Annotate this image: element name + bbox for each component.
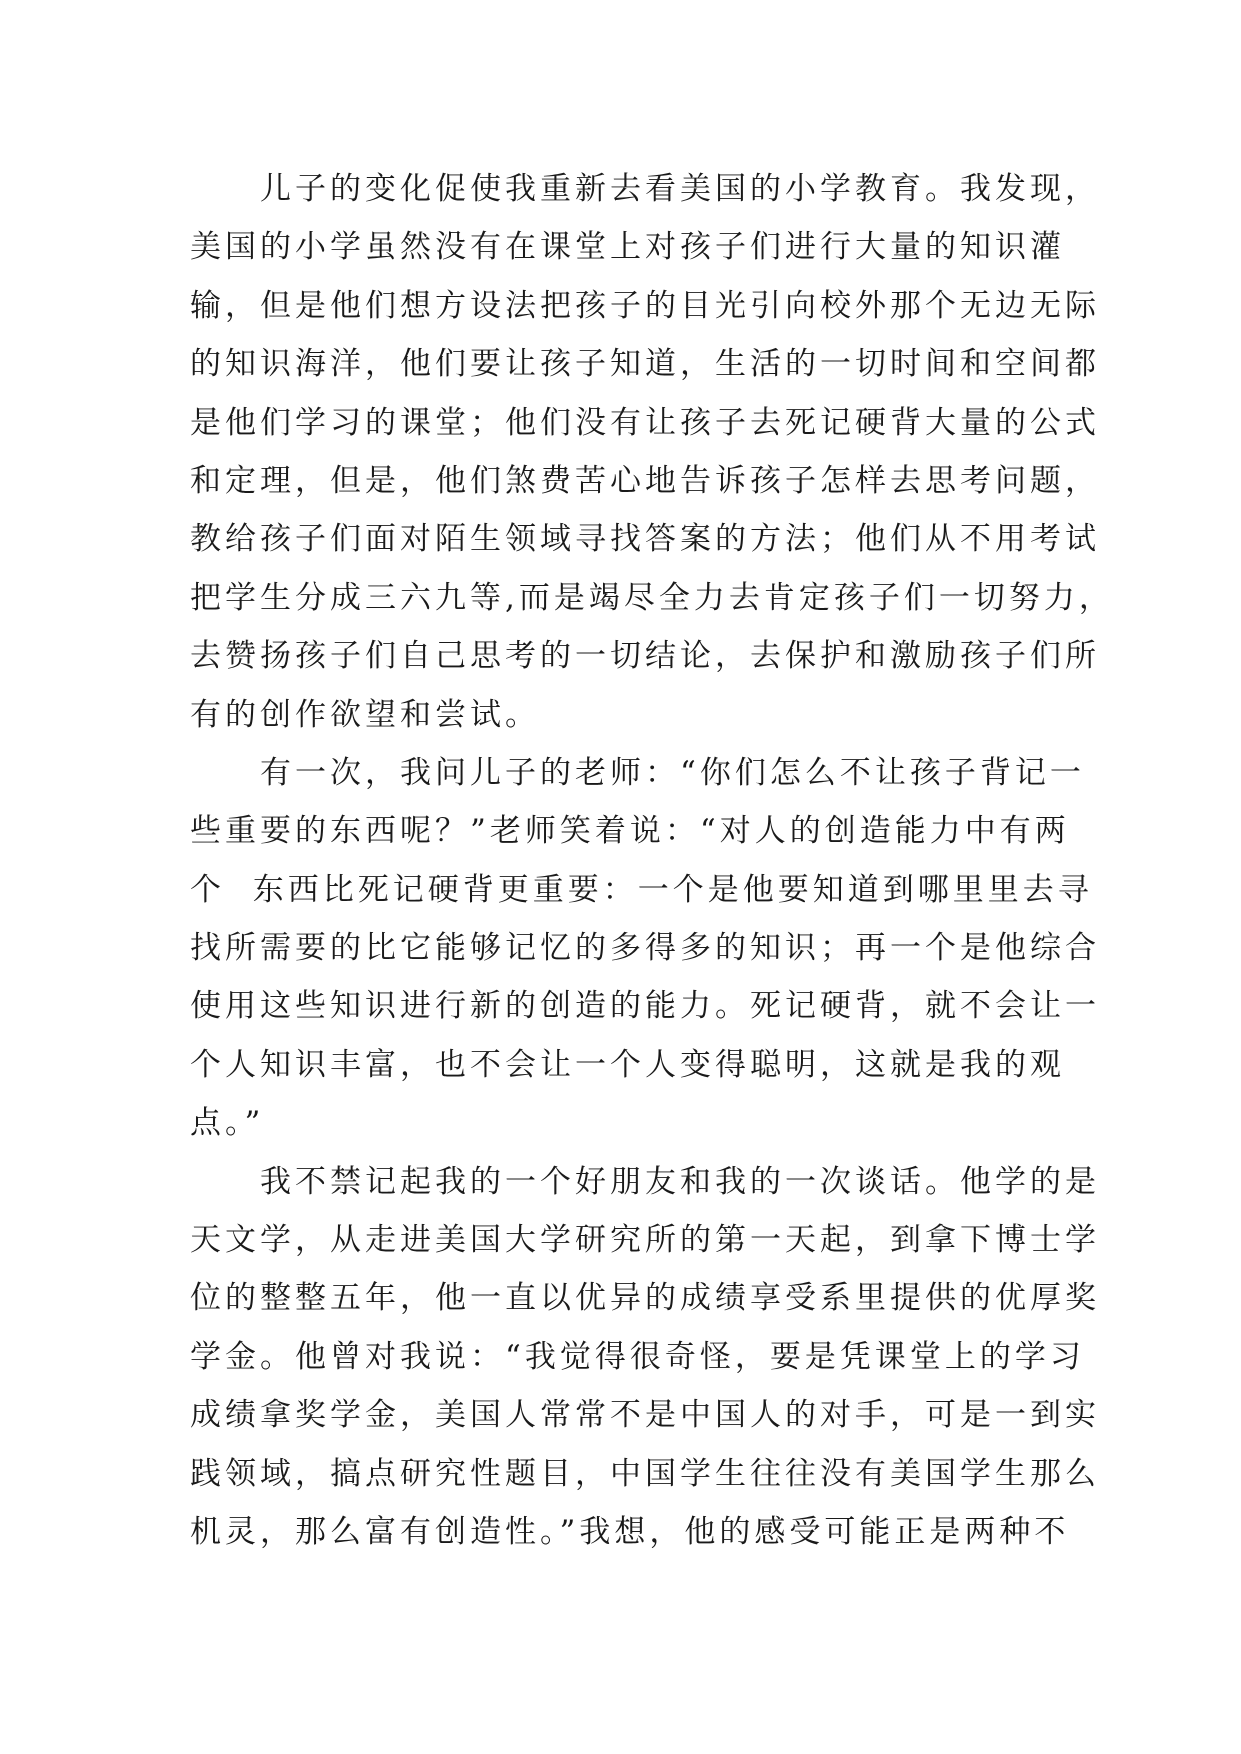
text-line: 把学生分成三六九等,而是竭尽全力去肯定孩子们一切努力，: [190, 579, 1114, 616]
text-line: 使用这些知识进行新的创造的能力。死记硬背，就不会让一: [190, 988, 1100, 1025]
text-line: 位的整整五年，他一直以优异的成绩享受系里提供的优厚奖: [190, 1280, 1100, 1317]
text-line: 成绩拿奖学金，美国人常常不是中国人的对手，可是一到实: [190, 1397, 1100, 1434]
text-line: 教给孩子们面对陌生领域寻找答案的方法；他们从不用考试: [190, 521, 1100, 558]
text-line: 个 东西比死记硬背更重要：一个是他要知道到哪里里去寻: [190, 871, 1093, 908]
text-line: 的知识海洋，他们要让孩子知道，生活的一切时间和空间都: [190, 346, 1100, 383]
paragraph-1: [190, 160, 1114, 744]
text-line: 我不禁记起我的一个好朋友和我的一次谈话。他学的是: [190, 1163, 1100, 1200]
text-line: 是他们学习的课堂；他们没有让孩子去死记硬背大量的公式: [190, 404, 1100, 441]
text-line: 学金。他曾对我说：“我觉得很奇怪，要是凭课堂上的学习: [190, 1338, 1085, 1375]
text-line: 输，但是他们想方设法把孩子的目光引向校外那个无边无际: [190, 287, 1100, 324]
paragraph-2: [190, 744, 1100, 1153]
text-line: 机灵，那么富有创造性。”我想，他的感受可能正是两种不: [190, 1513, 1070, 1550]
paragraph-3: [190, 1153, 1100, 1562]
text-line: 儿子的变化促使我重新去看美国的小学教育。我发现，: [190, 171, 1100, 207]
text-line: 美国的小学虽然没有在课堂上对孩子们进行大量的知识灌: [190, 229, 1065, 266]
text-line: 和定理，但是，他们煞费苦心地告诉孩子怎样去思考问题，: [190, 462, 1100, 499]
text-line: 点。”: [190, 1105, 265, 1142]
text-line: 有的创作欲望和尝试。: [190, 696, 540, 733]
text-line: 有一次，我问儿子的老师：“你们怎么不让孩子背记一: [190, 754, 1085, 791]
text-line: 天文学，从走进美国大学研究所的第一天起，到拿下博士学: [190, 1222, 1100, 1259]
document-body: [190, 160, 1114, 1561]
text-line: 去赞扬孩子们自己思考的一切结论，去保护和激励孩子们所: [190, 638, 1100, 675]
text-line: 些重要的东西呢？”老师笑着说：“对人的创造能力中有两: [190, 813, 1070, 850]
text-line: 个人知识丰富，也不会让一个人变得聪明，这就是我的观: [190, 1046, 1065, 1083]
text-line: 找所需要的比它能够记忆的多得多的知识；再一个是他综合: [190, 930, 1100, 967]
text-line: 践领域，搞点研究性题目，中国学生往往没有美国学生那么: [190, 1455, 1100, 1492]
